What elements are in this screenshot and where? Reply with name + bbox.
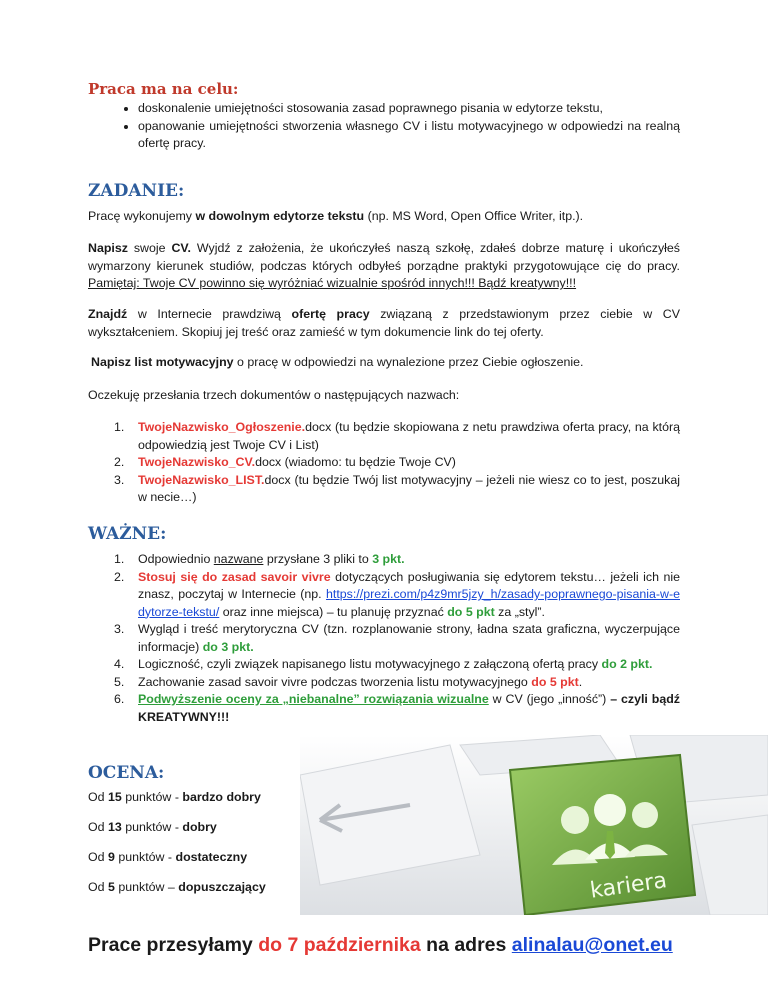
important-item: 3. Wygląd i treść merytoryczna CV (tzn. rozplanowanie strony, ładna szata graficzna, wyczerpujące informacje) do 3 pkt. bbox=[114, 622, 680, 654]
goal-item: • opanowanie umiejętności stworzenia własnego CV i listu motywacyjnego w odpowiedzi na realną ofertę pracy. bbox=[138, 118, 680, 153]
goals-list bbox=[88, 100, 680, 153]
task-paragraph-letter: Napisz list motywacyjny o pracę w odpowiedzi na wynalezione przez Ciebie ogłoszenie. bbox=[91, 355, 584, 369]
email-link[interactable]: alinalau@onet.eu bbox=[511, 934, 673, 956]
file-item: 3. TwojeNazwisko_LIST.docx (tu będzie Twój list motywacyjny – jeżeli nie wiesz co to jest, poszukaj w necie…) bbox=[114, 472, 680, 504]
important-item: 1. Odpowiednio nazwane przysłane 3 pliki to 3 pkt. bbox=[114, 552, 405, 566]
task-paragraph-cv: Napisz swoje CV. Wyjdź z założenia, że ukończyłeś naszą szkołę, zdałeś dobrze maturę i ukończyłeś wymarzony kierunek studiów, podczas których odbyłeś porządne praktyki przygotowujące cię do pracy. Pamiętaj: Twoje CV powinno się wyróżniać wizualnie spośród innych!!! Bądź kreatywny!!! bbox=[88, 241, 680, 290]
goals-heading: Praca ma na celu: bbox=[88, 80, 239, 98]
grading-heading: OCENA: bbox=[88, 763, 165, 783]
grade-row: Od 15 punktów - bardzo dobry bbox=[88, 790, 261, 804]
goal-item: • doskonalenie umiejętności stosowania zasad poprawnego pisania w edytorze tekstu, bbox=[138, 100, 680, 118]
important-list bbox=[88, 551, 680, 726]
prezi-link[interactable]: https://prezi.com/p4z9mr5jzy_h/zasady-poprawnego-pisania-w-edytorze-tekstu/ bbox=[138, 587, 680, 619]
grade-row: Od 9 punktów - dostateczny bbox=[88, 850, 248, 864]
important-item: 2. Stosuj się do zasad savoir vivre dotyczących posługiwania się edytorem tekstu… jeżeli ich nie znasz, poczytaj w Internecie (np. https://prezi.com/p4z9mr5jzy_h/zasady-poprawnego-pisania-w-edytorze-tekstu/ oraz inne miejsca) – tu planuję przyznać do 5 pkt za „styl”. bbox=[114, 569, 681, 619]
submission-footer: Prace przesyłamy do 7 października na adres alinalau@onet.eu bbox=[88, 934, 673, 956]
files-list bbox=[88, 419, 680, 507]
task-paragraph-editor: Pracę wykonujemy w dowolnym edytorze tekstu (np. MS Word, Open Office Writer, itp.). bbox=[88, 209, 584, 223]
kariera-key-label: kariera bbox=[588, 868, 669, 904]
grade-row: Od 13 punktów - dobry bbox=[88, 820, 217, 834]
task-paragraph-files-intro: Oczekuję przesłania trzech dokumentów o następujących nazwach: bbox=[88, 388, 460, 402]
task-heading: ZADANIE: bbox=[88, 181, 185, 201]
file-item: 1. TwojeNazwisko_Ogłoszenie.docx (tu będzie skopiowana z netu prawdziwa oferta pracy, na którą odpowiedzią jest Twoje CV i List) bbox=[114, 420, 680, 452]
important-heading: WAŻNE: bbox=[88, 524, 167, 544]
grade-row: Od 5 punktów – dopuszczający bbox=[88, 880, 266, 894]
task-paragraph-offer: Znajdź w Internecie prawdziwą ofertę pracy związaną z przedstawionym przez ciebie w CV wykształceniem. Skopiuj jej treść oraz zamieść w tym dokumencie link do tej oferty. bbox=[88, 307, 680, 339]
important-item: 6. Podwyższenie oceny za „niebanalne” rozwiązania wizualne w CV (jego „inność”) – czyli bądź KREATYWNY!!! bbox=[114, 692, 680, 724]
important-item: 4. Logiczność, czyli związek napisanego listu motywacyjnego z załączoną ofertą pracy do 2 pkt. bbox=[114, 657, 653, 671]
important-item: 5. Zachowanie zasad savoir vivre podczas tworzenia listu motywacyjnego do 5 pkt. bbox=[114, 674, 583, 689]
file-item: 2. TwojeNazwisko_CV.docx (wiadomo: tu będzie Twoje CV) bbox=[114, 455, 456, 469]
